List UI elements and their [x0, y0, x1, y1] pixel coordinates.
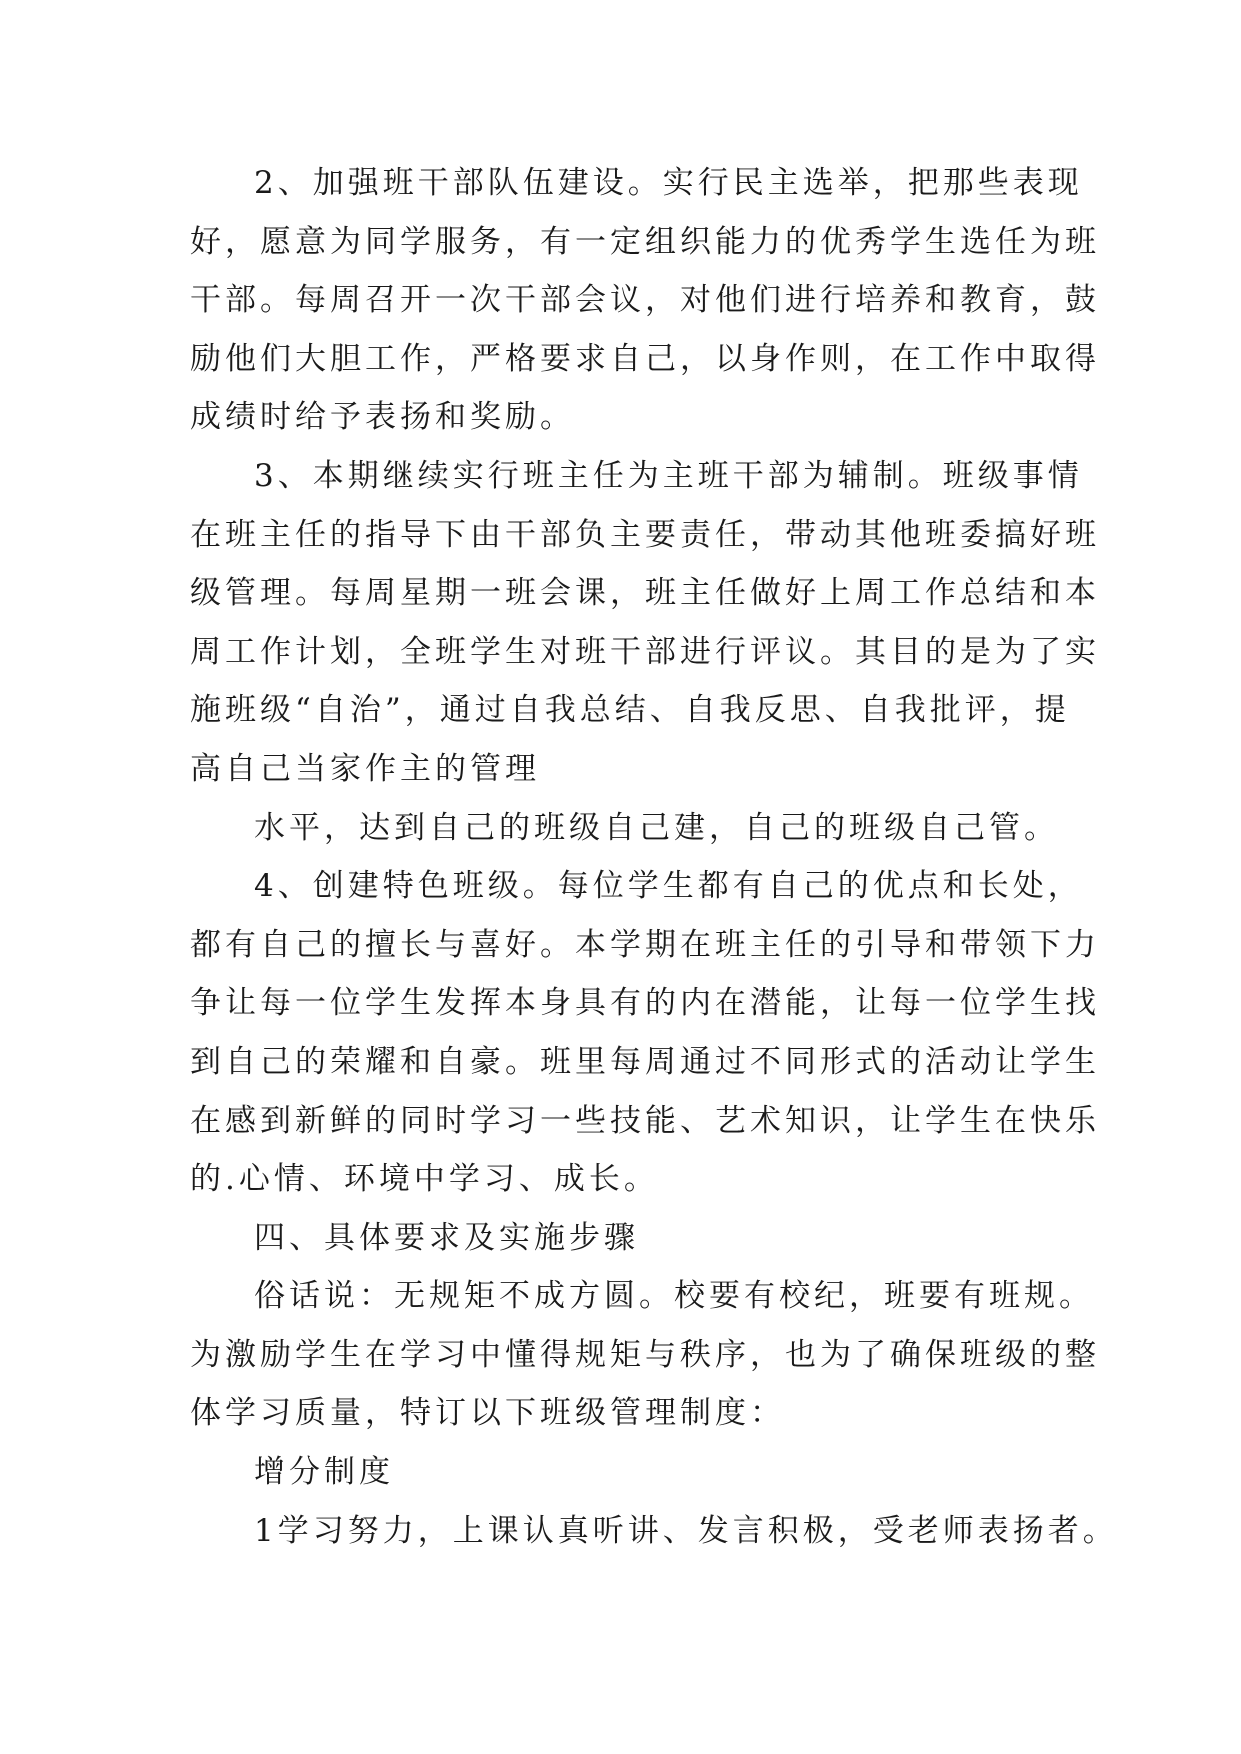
section-heading: 四、具体要求及实施步骤	[254, 1219, 639, 1256]
text-line: 成绩时给予表扬和奖励。	[190, 399, 575, 436]
text-line: 干部。每周召开一次干部会议，对他们进行培养和教育，鼓	[190, 282, 1100, 319]
text-line: 水平，达到自己的班级自己建，自己的班级自己管。	[254, 809, 1059, 846]
text-line: 高自己当家作主的管理	[190, 750, 540, 787]
document-body	[190, 154, 1118, 1560]
text-line: 周工作计划，全班学生对班干部进行评议。其目的是为了实	[190, 633, 1100, 670]
text-line: 为激励学生在学习中懂得规矩与秩序，也为了确保班级的整	[190, 1336, 1100, 1373]
text-line: 2、加强班干部队伍建设。实行民主选举，把那些表现	[254, 165, 1083, 201]
text-line: 级管理。每周星期一班会课，班主任做好上周工作总结和本	[190, 575, 1100, 612]
text-line: 4、创建特色班级。每位学生都有自己的优点和长处，	[254, 868, 1083, 905]
text-line: 施班级“自治”，通过自我总结、自我反思、自我批评，提	[190, 692, 1070, 729]
subsection-heading: 增分制度	[254, 1454, 394, 1491]
text-line: 到自己的荣耀和自豪。班里每周通过不同形式的活动让学生	[190, 1043, 1100, 1080]
text-line: 1学习努力，上课认真听讲、发言积极，受老师表扬者。	[254, 1512, 1118, 1549]
text-line: 好，愿意为同学服务，有一定组织能力的优秀学生选任为班	[190, 223, 1100, 260]
text-line: 在感到新鲜的同时学习一些技能、艺术知识，让学生在快乐	[190, 1102, 1100, 1139]
text-line: 都有自己的擅长与喜好。本学期在班主任的引导和带领下力	[190, 926, 1100, 963]
text-line: 的.心情、环境中学习、成长。	[190, 1161, 659, 1198]
text-line: 励他们大胆工作，严格要求自己，以身作则，在工作中取得	[190, 340, 1100, 377]
text-line: 体学习质量，特订以下班级管理制度：	[190, 1395, 785, 1432]
text-line: 俗话说：无规矩不成方圆。校要有校纪，班要有班规。	[254, 1278, 1094, 1315]
text-line: 3、本期继续实行班主任为主班干部为辅制。班级事情	[254, 457, 1083, 494]
text-line: 在班主任的指导下由干部负主要责任，带动其他班委搞好班	[190, 516, 1100, 553]
text-line: 争让每一位学生发挥本身具有的内在潜能，让每一位学生找	[190, 985, 1100, 1022]
